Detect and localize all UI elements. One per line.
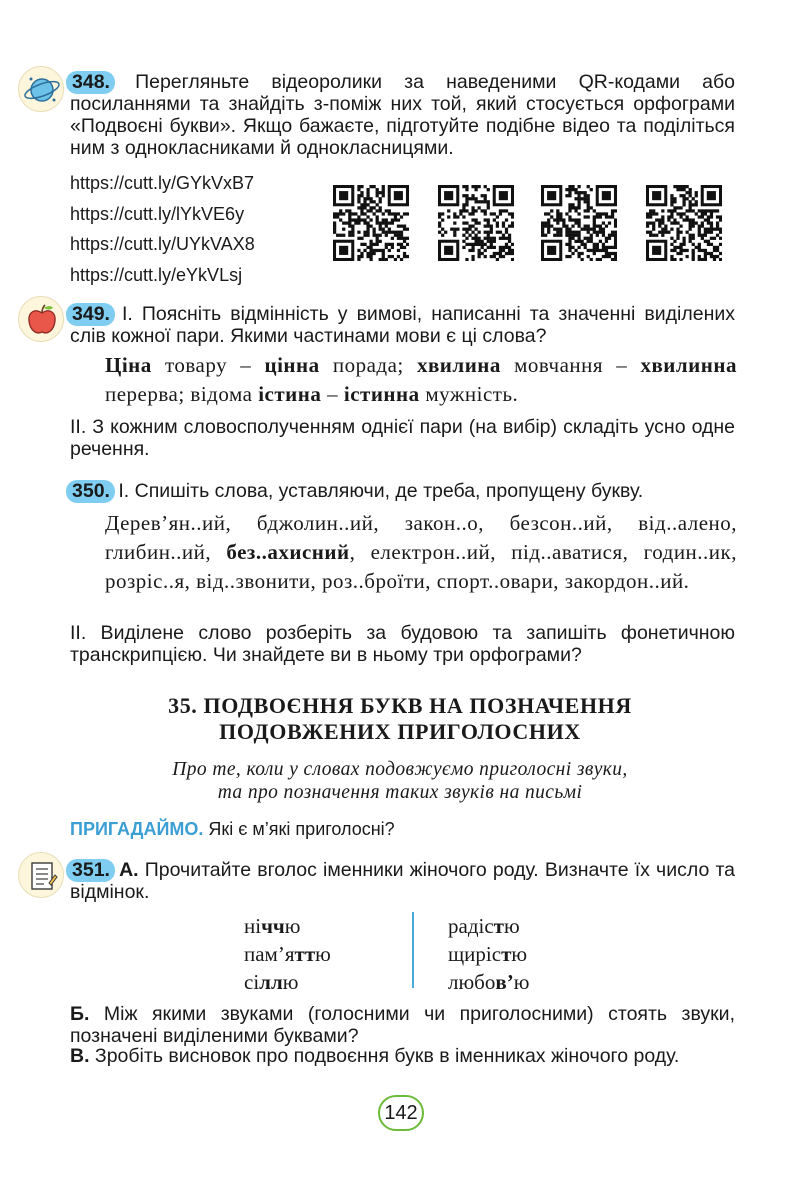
exercise-349 bbox=[70, 303, 735, 347]
exercise-351 bbox=[70, 859, 735, 903]
apple-icon bbox=[18, 296, 64, 342]
exercise-number: 348. bbox=[66, 71, 113, 93]
exercise-350-task-2: ІІ. Виділене слово розберіть за будовою та запишіть фонетичною транскрипцією. Чи знайдете ви в ньому три орфограми? bbox=[70, 622, 735, 666]
exercise-348-text: 348. Перегляньте відеоролики за наведеними QR-кодами або посиланнями та знайдіть з-поміж них той, який стосується орфограми «Подвоєні букви». Якщо бажаєте, підготуйте подібне відео та поділіться ним з однокласниками й однокласницями. bbox=[70, 71, 735, 159]
word-item: любов’ю bbox=[448, 970, 530, 994]
link-1[interactable]: https://cutt.ly/GYkVxB7 bbox=[70, 173, 255, 193]
remember-prompt: ПРИГАДАЙМО. Які є м’які приголосні? bbox=[70, 819, 395, 839]
qr-code-3[interactable] bbox=[541, 185, 617, 261]
qr-code-2[interactable] bbox=[438, 185, 514, 261]
word-item: пам’яттю bbox=[244, 942, 331, 966]
page-number: 142 bbox=[378, 1095, 424, 1131]
exercise-351-task-v: В. Зробіть висновок про подвоєння букв в іменниках жіночого роду. bbox=[70, 1045, 680, 1067]
exercise-348 bbox=[70, 71, 735, 159]
word-item: сіллю bbox=[244, 970, 299, 994]
word-item: радістю bbox=[448, 914, 520, 938]
exercise-351-part-v bbox=[70, 1045, 735, 1067]
exercise-350-part-2 bbox=[70, 622, 735, 666]
section-title: 35. ПОДВОЄННЯ БУКВ НА ПОЗНАЧЕННЯ ПОДОВЖЕНИХ ПРИГОЛОСНИХ bbox=[168, 693, 632, 744]
exercise-350-words: Дерев’ян..ий, бджолин..ий, закон..о, безсон..ий, від..алено, глибин..ий, без..ахисний, електрон..ий, під..аватися, годин..ик, розріс..я, від..звонити, роз..броїти, спорт..овари, закордон..ий. bbox=[105, 511, 737, 593]
link-list bbox=[70, 168, 255, 290]
exercise-349-task-1: 349. І. Поясніть відмінність у вимові, написанні та значенні виділених слів кожної пари. Якими частинами мови є ці слова? bbox=[70, 303, 735, 347]
exercise-number: 351. bbox=[66, 859, 113, 881]
exercise-350-task-1: 350. І. Спишіть слова, уставляючи, де треба, пропущену букву. bbox=[70, 480, 735, 502]
exercise-349-part-2 bbox=[70, 416, 735, 460]
exercise-number: 349. bbox=[66, 303, 113, 325]
word-item: ніччю bbox=[244, 914, 301, 938]
globe-planet-icon bbox=[18, 66, 64, 112]
link-2[interactable]: https://cutt.ly/lYkVE6y bbox=[70, 203, 245, 224]
column-divider bbox=[412, 912, 414, 988]
word-column-right bbox=[448, 912, 529, 996]
section-subtitle: Про те, коли у словах подовжуємо приголосні звуки, та про позначення таких звуків на письмі bbox=[172, 759, 628, 803]
exercise-351-part-b bbox=[70, 1003, 735, 1047]
exercise-number: 350. bbox=[66, 480, 113, 502]
exercise-349-phrases: Ціна товару – цінна порада; хвилина мовчання – хвилинна перерва; відома істина – істинна мужність. bbox=[105, 353, 737, 406]
exercise-349-task-2: ІІ. З кожним словосполученням однієї пари (на вибір) складіть усно одне речення. bbox=[70, 416, 735, 460]
exercise-351-task-a: 351. А. Прочитайте вголос іменники жіночого роду. Визначте їх число та відмінок. bbox=[70, 859, 735, 903]
qr-code-1[interactable] bbox=[333, 185, 409, 261]
exercise-351-task-b: Б. Між якими звуками (голосними чи приголосними) стоять звуки, позначені виділеними буквами? bbox=[70, 1003, 735, 1047]
remember-keyword: ПРИГАДАЙМО. bbox=[70, 819, 204, 839]
exercise-350 bbox=[70, 480, 735, 502]
notebook-icon bbox=[18, 852, 64, 898]
word-item: щирістю bbox=[448, 942, 528, 966]
word-column-left bbox=[244, 912, 331, 996]
qr-code-4[interactable] bbox=[646, 185, 722, 261]
link-4[interactable]: https://cutt.ly/eYkVLsj bbox=[70, 264, 243, 285]
link-3[interactable]: https://cutt.ly/UYkVAX8 bbox=[70, 234, 255, 254]
